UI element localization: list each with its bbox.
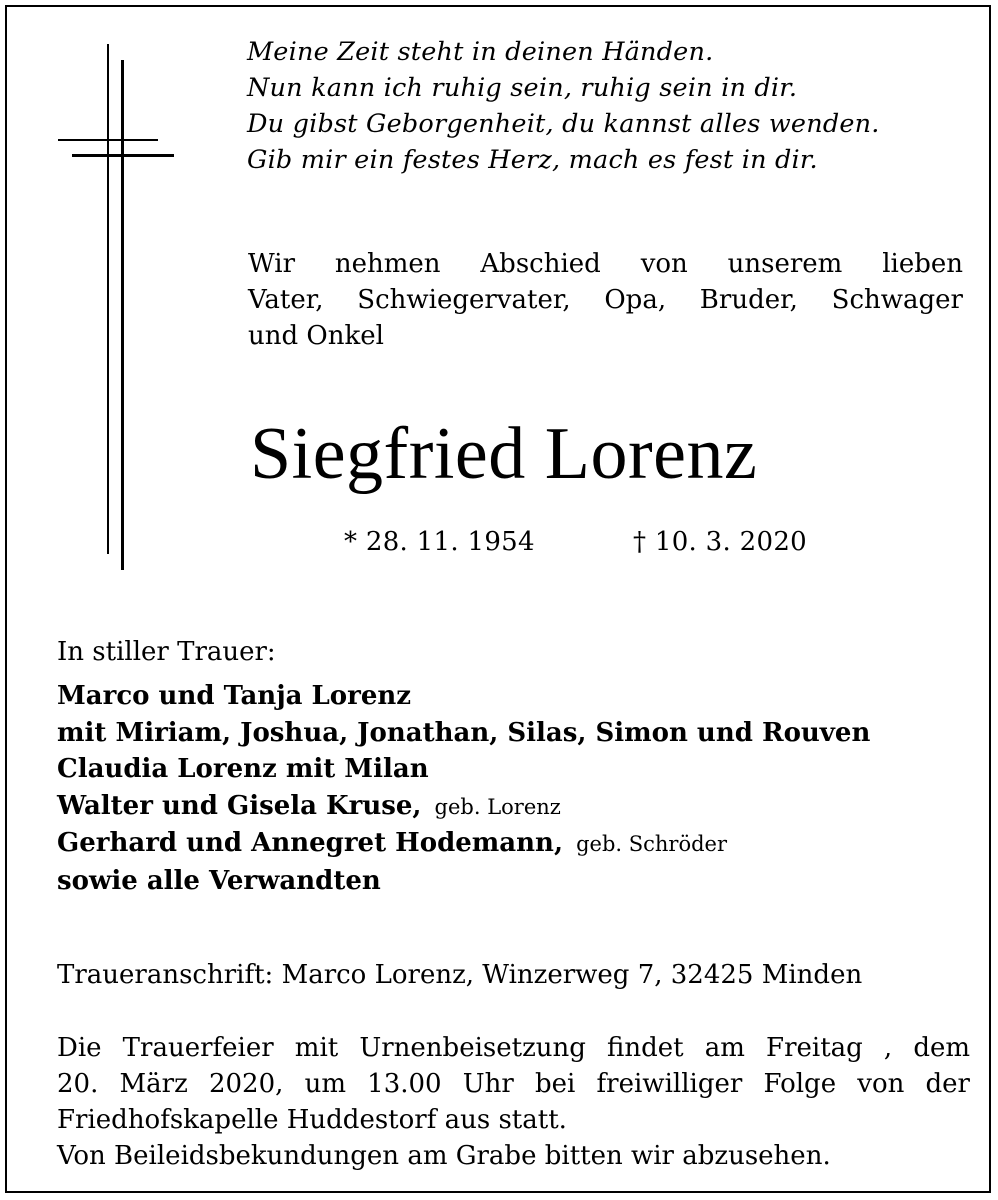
cross-horizontal-thin [58, 139, 158, 141]
mourner-row [57, 863, 977, 900]
mourning-address: Traueranschrift: Marco Lorenz, Winzerweg 7, 32425 Minden [57, 960, 863, 990]
mourners-list [57, 678, 977, 899]
funeral-line: Die Trauerfeier mit Urnenbeisetzung findet am Freitag , dem [57, 1033, 970, 1063]
intro-line: Wir nehmen Abschied von unserem lieben [248, 249, 963, 279]
funeral-line: Von Beileidsbekundungen am Grabe bitten wir abzusehen. [57, 1141, 831, 1171]
maiden-name-note: geb. Schröder [576, 832, 728, 856]
mourner-name: Marco und Tanja Lorenz [57, 681, 412, 711]
verse-line: Du gibst Geborgenheit, du kannst alles wenden. [247, 109, 880, 139]
mourner-row [57, 751, 977, 788]
mourner-name: sowie alle Verwandten [57, 865, 381, 896]
maiden-name-note: geb. Lorenz [434, 794, 561, 819]
death-date: † 10. 3. 2020 [633, 527, 808, 557]
mourner-name: Walter und Gisela Kruse, [57, 790, 422, 821]
cross-horizontal-thick [72, 154, 174, 157]
intro-text [248, 246, 963, 354]
mourners-heading: In stiller Trauer: [57, 637, 276, 667]
verse [247, 34, 977, 178]
mourner-row [57, 788, 977, 826]
verse-line: Nun kann ich ruhig sein, ruhig sein in dir. [247, 73, 798, 103]
deceased-name: Siegfried Lorenz [250, 413, 758, 495]
verse-line: Gib mir ein festes Herz, mach es fest in dir. [247, 145, 818, 175]
verse-line: Meine Zeit steht in deinen Händen. [247, 37, 714, 67]
mourner-row [57, 825, 977, 863]
mourner-row [57, 678, 977, 715]
mourner-name: mit Miriam, Joshua, Jonathan, Silas, Simon und Rouven [57, 717, 871, 748]
funeral-line: 20. März 2020, um 13.00 Uhr bei freiwilliger Folge von der [57, 1069, 970, 1099]
notice-border [5, 5, 991, 1193]
mourner-row [57, 715, 977, 752]
funeral-line: Friedhofskapelle Huddestorf aus statt. [57, 1105, 567, 1135]
cross-vertical-thick [121, 60, 124, 570]
intro-line: und Onkel [248, 321, 384, 351]
mourner-name: Claudia Lorenz mit Milan [57, 754, 429, 784]
mourner-name: Gerhard und Annegret Hodemann, [57, 828, 564, 858]
funeral-details [57, 1030, 970, 1174]
cross-vertical-thin [107, 44, 109, 554]
intro-line: Vater, Schwiegervater, Opa, Bruder, Schwager [248, 285, 963, 315]
birth-date: * 28. 11. 1954 [344, 527, 535, 557]
